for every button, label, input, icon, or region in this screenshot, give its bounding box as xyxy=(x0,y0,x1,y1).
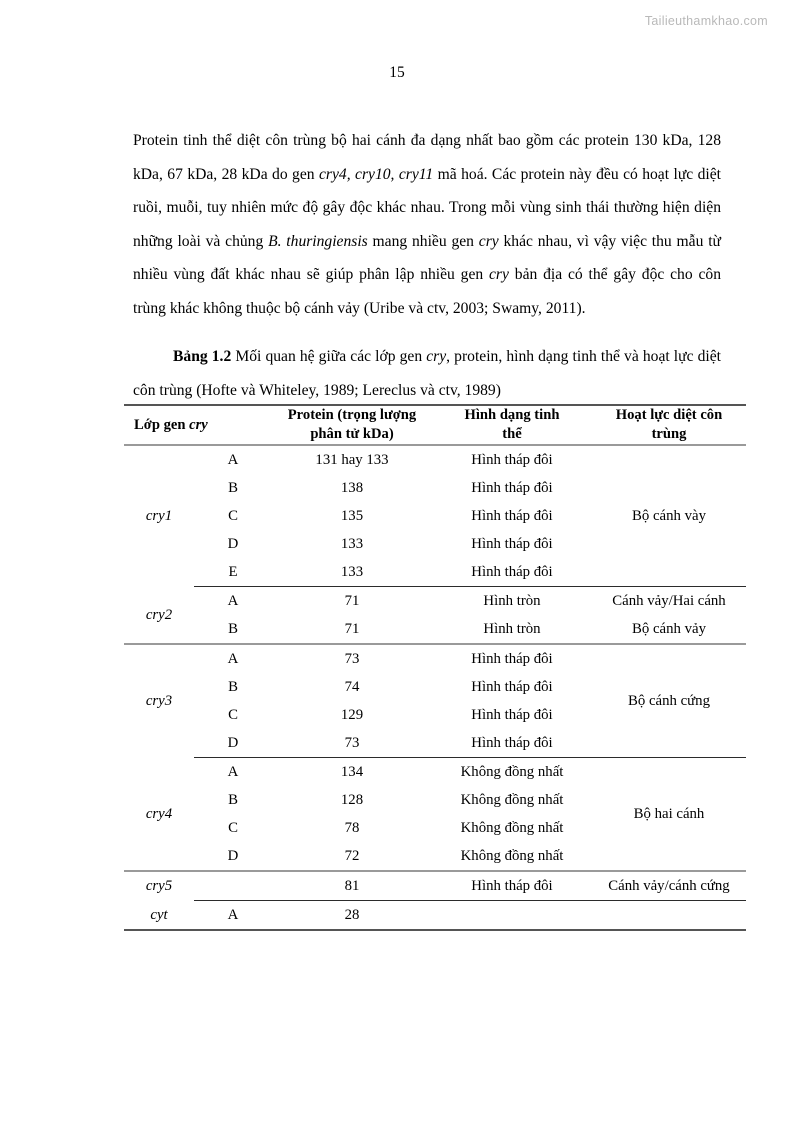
cell-crystal-shape: Không đồng nhất xyxy=(460,820,564,836)
cell-protein-weight: 28 xyxy=(344,907,360,923)
cell-protein-weight: 73 xyxy=(344,651,360,667)
cell-crystal-shape: Hình tròn xyxy=(483,621,541,637)
table-header xyxy=(124,405,746,445)
cell-gene-class: cry3 xyxy=(145,693,173,710)
cell-gene-letter: D xyxy=(227,848,239,864)
table-header-row xyxy=(124,406,746,445)
cell-crystal-shape: Không đồng nhất xyxy=(460,792,564,808)
cell-crystal-shape: Hình tháp đôi xyxy=(471,480,553,496)
cell-gene-class: cyt xyxy=(150,907,168,923)
cell-crystal-shape: Hình tháp đôi xyxy=(471,735,553,751)
table-caption xyxy=(133,325,721,407)
table-footer xyxy=(124,930,746,931)
cell-gene-letter: A xyxy=(227,764,239,780)
cell-protein-weight: 71 xyxy=(344,621,360,637)
table-container xyxy=(124,404,746,931)
cell-gene-letter: B xyxy=(228,480,238,496)
table-bottom-rule xyxy=(124,930,746,931)
table-row xyxy=(124,901,746,930)
cell-insect-activity: Cánh vảy/Hai cánh xyxy=(612,593,726,609)
text-run: khác nhau, vì vậy việc thu mẫu từ nhiều vùng đất khác nhau sẽ giúp phân lập nhiều gen xyxy=(133,232,721,283)
table-body xyxy=(124,445,746,930)
text-run: Protein tinh thể diệt côn trùng bộ hai cánh đa dạng nhất bao gồm các protein 130 kDa, 128 kDa, 67 kDa, 28 kDa do gen xyxy=(133,132,721,183)
header-shape xyxy=(432,406,592,445)
cell-gene-letter: D xyxy=(227,735,239,751)
cell-insect-activity: Bộ hai cánh xyxy=(633,806,705,822)
header-line: phân tử kDa) xyxy=(310,426,394,442)
header-gene-class-text: Lớp gen xyxy=(134,416,190,433)
cell-protein-weight: 129 xyxy=(340,707,364,723)
italic-run: cry xyxy=(478,232,499,250)
cell-protein-weight: 135 xyxy=(340,508,364,524)
cell-protein-weight: 131 hay 133 xyxy=(315,452,389,468)
cell-crystal-shape: Hình tháp đôi xyxy=(471,564,553,580)
cell-protein-weight: 133 xyxy=(340,536,364,552)
italic-run: B. thuringiensis xyxy=(268,232,368,250)
cell-protein-weight: 133 xyxy=(340,564,364,580)
header-activity xyxy=(592,406,746,445)
cell-crystal-shape xyxy=(432,901,592,930)
italic-run: cry xyxy=(489,266,509,283)
header-protein xyxy=(272,406,432,445)
table-row xyxy=(124,645,746,673)
text-run: Mối quan hệ giữa các lớp gen xyxy=(231,348,427,365)
cell-gene-letter: C xyxy=(228,508,238,524)
watermark-text: Tailieuthamkhao.com xyxy=(644,14,768,28)
cell-gene-letter: A xyxy=(227,452,239,468)
cell-gene-class: cry1 xyxy=(145,508,173,525)
italic-run: cry4, cry10, cry11 xyxy=(319,165,434,183)
cell-protein-weight: 74 xyxy=(344,679,360,695)
cell-gene-letter: E xyxy=(228,564,238,580)
page-number: 15 xyxy=(389,64,405,81)
cell-insect-activity: Cánh vảy/cánh cứng xyxy=(608,878,730,894)
text-run: , protein, hình dạng tinh thể và hoạt lực diệt côn trùng (Hofte và Whiteley, 1989; Lereclus và ctv, 1989) xyxy=(133,348,721,399)
table-row xyxy=(124,615,746,644)
cell-gene-letter: C xyxy=(228,820,238,836)
gene-class-table xyxy=(124,404,746,931)
cell-crystal-shape: Hình tháp đôi xyxy=(471,651,553,667)
cell-crystal-shape: Hình tháp đôi xyxy=(471,679,553,695)
cell-protein-weight: 72 xyxy=(344,848,360,864)
cell-crystal-shape: Không đồng nhất xyxy=(460,848,564,864)
header-line: Hoạt lực diệt côn xyxy=(615,407,723,423)
cell-protein-weight: 138 xyxy=(340,480,364,496)
cell-protein-weight: 71 xyxy=(344,593,360,609)
text-run: mang nhiều gen xyxy=(367,232,479,250)
header-gene-class-italic: cry xyxy=(189,416,208,433)
header-line: thể xyxy=(502,426,522,442)
cell-crystal-shape: Hình tháp đôi xyxy=(471,878,553,894)
cell-gene-letter: B xyxy=(228,679,238,695)
cell-gene-class: cry5 xyxy=(145,878,173,895)
cell-crystal-shape: Không đồng nhất xyxy=(460,764,564,780)
cell-crystal-shape: Hình tháp đôi xyxy=(471,707,553,723)
cell-insect-activity: Bộ cánh vảy xyxy=(632,621,706,637)
cell-insect-activity xyxy=(592,901,746,930)
cell-gene-class: cry4 xyxy=(145,806,173,822)
cell-gene-class: cry2 xyxy=(145,607,173,623)
header-line: trùng xyxy=(651,426,687,442)
cell-gene-letter: B xyxy=(228,621,238,637)
cell-gene-letter: A xyxy=(227,907,239,923)
italic-run: cry xyxy=(426,348,447,365)
table-row xyxy=(124,445,746,474)
cell-gene-letter: C xyxy=(228,707,238,723)
cell-crystal-shape: Hình tháp đôi xyxy=(471,536,553,552)
cell-crystal-shape: Hình tháp đôi xyxy=(471,452,553,468)
cell-protein-weight: 73 xyxy=(344,735,360,751)
cell-gene-letter xyxy=(194,872,272,901)
cell-gene-letter: A xyxy=(227,593,239,609)
table-row xyxy=(124,587,746,615)
header-line: Protein (trọng lượng xyxy=(287,407,417,423)
cell-crystal-shape: Hình tháp đôi xyxy=(471,508,553,524)
text-run: mã hoá. Các protein này đều có hoạt lực diệt ruồi, muỗi, tuy nhiên mức độ gây độc khác nhau. Trong mỗi vùng sinh thái thường hiện diện những loài và chủng xyxy=(133,165,721,250)
caption-label: Bảng 1.2 xyxy=(173,348,232,365)
cell-gene-letter: A xyxy=(227,651,239,667)
cell-protein-weight: 81 xyxy=(344,878,360,894)
body-paragraph xyxy=(133,124,721,325)
cell-crystal-shape: Hình tròn xyxy=(483,593,541,609)
cell-gene-letter: B xyxy=(228,792,238,808)
cell-insect-activity: Bộ cánh cứng xyxy=(628,693,710,709)
header-gene-class xyxy=(124,406,272,445)
table-row xyxy=(124,872,746,901)
document-content xyxy=(133,124,721,407)
cell-protein-weight: 78 xyxy=(344,820,360,836)
cell-protein-weight: 128 xyxy=(340,792,364,808)
header-line: Hình dạng tinh xyxy=(464,407,560,423)
text-run: bản địa có thể gây độc cho côn trùng khác không thuộc bộ cánh vảy (Uribe và ctv, 2003; Swamy, 2011). xyxy=(133,266,721,317)
cell-gene-letter: D xyxy=(227,536,239,552)
cell-insect-activity: Bộ cánh vày xyxy=(632,508,706,524)
cell-protein-weight: 134 xyxy=(340,764,364,780)
table-row xyxy=(124,758,746,786)
